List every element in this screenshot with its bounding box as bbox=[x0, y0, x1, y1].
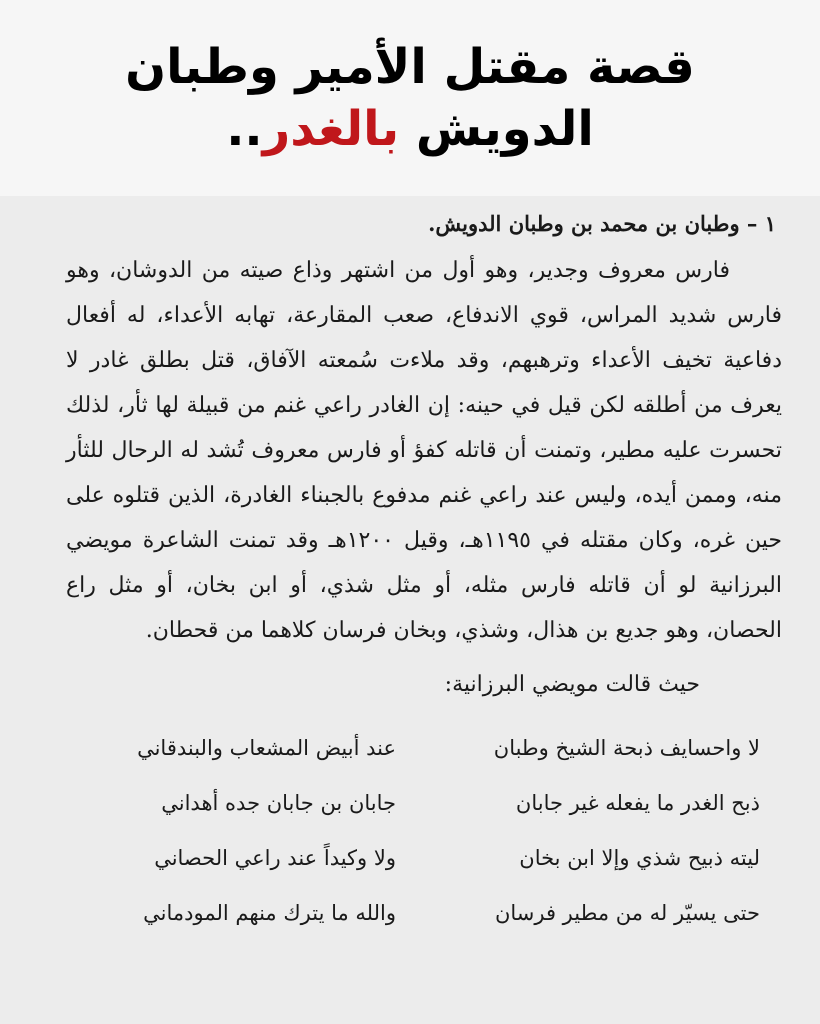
verse-first-half: ذبح الغدر ما يفعله غير جابان bbox=[515, 791, 760, 815]
poem-intro: حيث قالت مويضي البرزانية: bbox=[444, 672, 700, 697]
title-line-2-text: الدويش bbox=[399, 101, 594, 157]
verse-second-half: والله ما يترك منهم المودماني bbox=[143, 901, 396, 925]
title-ellipsis: .. bbox=[226, 101, 263, 157]
title-line-2 bbox=[226, 98, 594, 160]
title-line-1: قصة مقتل الأمير وطبان bbox=[125, 39, 695, 95]
biography-paragraph bbox=[66, 248, 782, 653]
entry-heading: ١ – وطبان بن محمد بن وطبان الدويش. bbox=[428, 211, 776, 236]
book-page-scan bbox=[0, 196, 820, 1024]
book-text bbox=[66, 204, 782, 941]
verse bbox=[66, 721, 782, 776]
paragraph-text: فارس معروف وجدير، وهو أول من اشتهر وذاع صيته من الدوشان، وهو فارس شديد المراس، قوي الاندفاع، صعب المقارعة، تهابه الأعداء، له أفعال دفاعية تخيف الأعداء وترهبهم، وقد ملاءت سُمعته الآفاق، قتل بطلق غادر لا يعرف من أطلقه لكن قيل في حينه: إن الغادر راعي غنم من قبيلة لها ثأر، لذلك تحسرت عليه مطير، وتمنت أن قاتله كفؤ أو فارس معروف تُشد له الرحال للثأر منه، وممن أيده، وليس عند راعي غنم مدفوع بالجبناء الغادرة، الذين قتلوه على حين غره، وكان مقتله في ١١٩٥هـ، وقيل ١٢٠٠هـ وقد تمنت الشاعرة مويضي البرزانية لو أن قاتله فارس مثله، أو مثل شذي، أو ابن بخان، أو مثل راع الحصان، وهو جديع بن هذال، وشذي، وبخان فرسان كلاهما من قحطان. bbox=[66, 258, 783, 643]
title-highlight-word: بالغدر bbox=[262, 101, 400, 157]
poem bbox=[66, 721, 782, 941]
verse-first-half: لا واحسايف ذبحة الشيخ وطبان bbox=[493, 736, 760, 760]
verse-first-half: حتى يسيّر له من مطير فرسان bbox=[494, 901, 760, 925]
verse-second-half: ولا وكيداً عند راعي الحصاني bbox=[154, 846, 396, 870]
verse-first-half: ليته ذبيح شذي وإلا ابن بخان bbox=[519, 846, 760, 870]
verse bbox=[66, 886, 782, 941]
verse-second-half: عند أبيض المشعاب والبندقاني bbox=[137, 736, 396, 760]
verse-second-half: جابان بن جابان جده أهداني bbox=[161, 791, 396, 815]
verse bbox=[66, 776, 782, 831]
verse bbox=[66, 831, 782, 886]
title-banner bbox=[0, 0, 820, 196]
